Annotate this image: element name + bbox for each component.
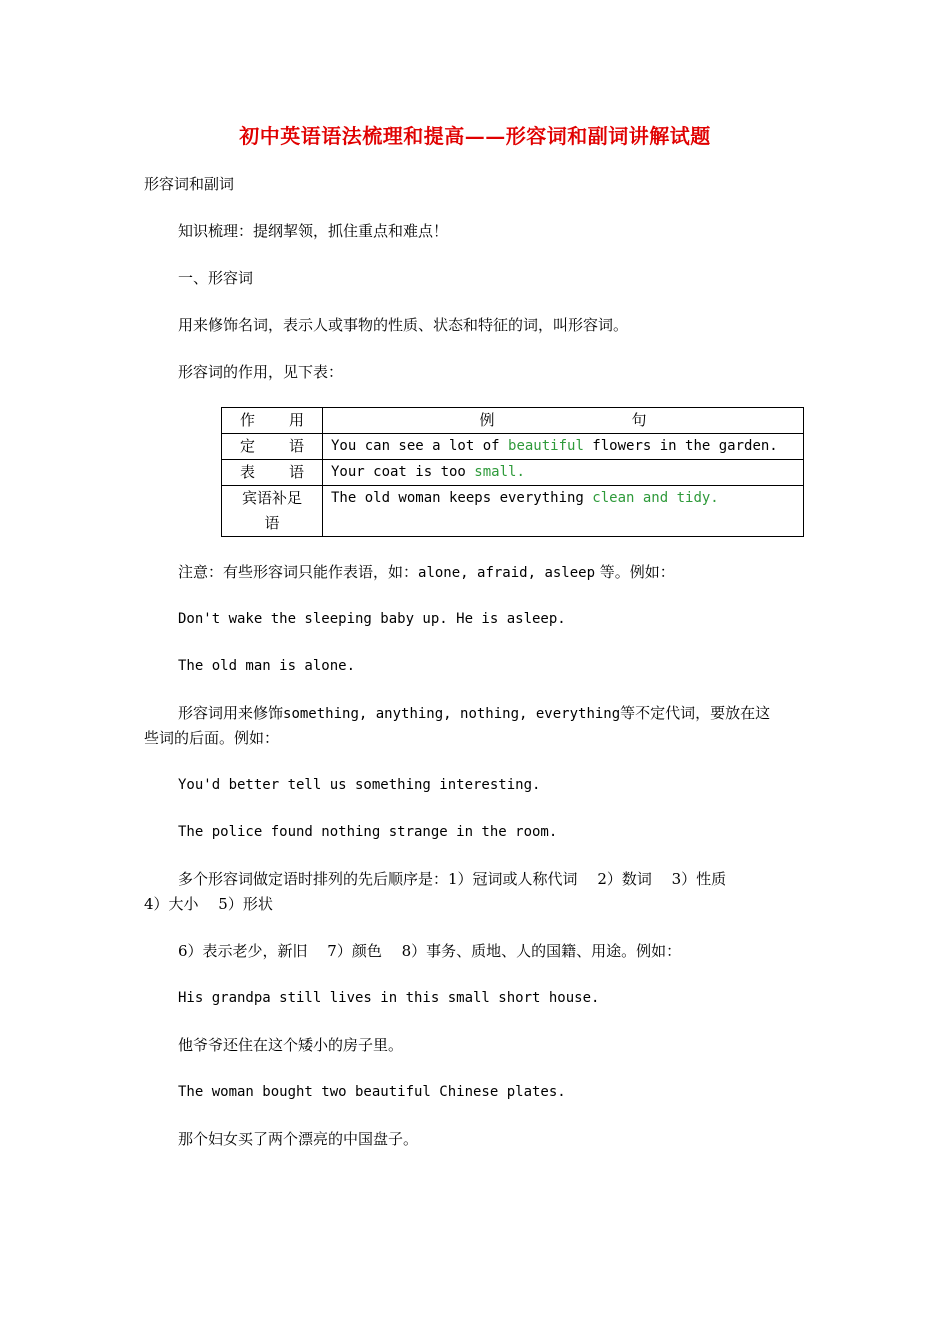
heading-adjectives: 一、形容词 xyxy=(178,269,254,287)
rule-text: 形容词用来修饰something, anything, nothing, everything等不定代词，要放在这 xyxy=(178,704,771,722)
example-sentence: You'd better tell us something interesting. xyxy=(178,777,541,793)
highlight-word: small. xyxy=(474,464,525,480)
order-rule-text-line3: 6）表示老少，新旧 7）颜色 8）事务、质地、人的国籍、用途。例如： xyxy=(178,942,682,960)
order-rule-text: 多个形容词做定语时排列的先后顺序是：1）冠词或人称代词 2）数词 3）性质 xyxy=(178,870,727,888)
example-translation: 那个妇女买了两个漂亮的中国盘子。 xyxy=(178,1130,419,1148)
example-cell: The old woman keeps everything clean and tidy. xyxy=(323,486,804,537)
definition-text: 用来修饰名词，表示人或事物的性质、状态和特征的词，叫形容词。 xyxy=(178,316,629,334)
example-sentence: His grandpa still lives in this small short house. xyxy=(178,990,600,1006)
rule-text-continued: 些词的后面。例如： xyxy=(144,729,280,747)
note-text: 注意：有些形容词只能作表语，如：alone, afraid, asleep 等。例如： xyxy=(178,563,675,581)
example-sentence: The police found nothing strange in the room. xyxy=(178,824,558,840)
header-cell-example: 例 句 xyxy=(323,408,804,434)
intro-text: 知识梳理：提纲挈领，抓住重点和难点！ xyxy=(178,222,449,240)
adjective-function-table xyxy=(221,407,804,537)
example-sentence: The old man is alone. xyxy=(178,658,356,674)
header-cell-function: 作 用 xyxy=(222,408,323,434)
table-header-row xyxy=(222,408,804,434)
role-cell: 定 语 xyxy=(222,434,323,460)
table-row xyxy=(222,486,804,537)
highlight-word: beautiful xyxy=(508,438,584,454)
example-cell: Your coat is too small. xyxy=(323,460,804,486)
example-sentence: The woman bought two beautiful Chinese plates. xyxy=(178,1084,566,1100)
order-rule-text-continued: 4）大小 5）形状 xyxy=(144,895,273,913)
example-translation: 他爷爷还住在这个矮小的房子里。 xyxy=(178,1036,404,1054)
section-title: 形容词和副词 xyxy=(144,175,235,193)
highlight-word: clean and tidy. xyxy=(592,490,719,506)
table-intro-text: 形容词的作用，见下表： xyxy=(178,363,344,381)
role-cell: 宾语补足 语 xyxy=(222,486,323,537)
example-cell: You can see a lot of beautiful flowers in the garden. xyxy=(323,434,804,460)
page-title: 初中英语语法梳理和提高——形容词和副词讲解试题 xyxy=(239,124,711,148)
table-row xyxy=(222,434,804,460)
example-sentence: Don't wake the sleeping baby up. He is asleep. xyxy=(178,611,566,627)
table-row xyxy=(222,460,804,486)
role-cell: 表 语 xyxy=(222,460,323,486)
